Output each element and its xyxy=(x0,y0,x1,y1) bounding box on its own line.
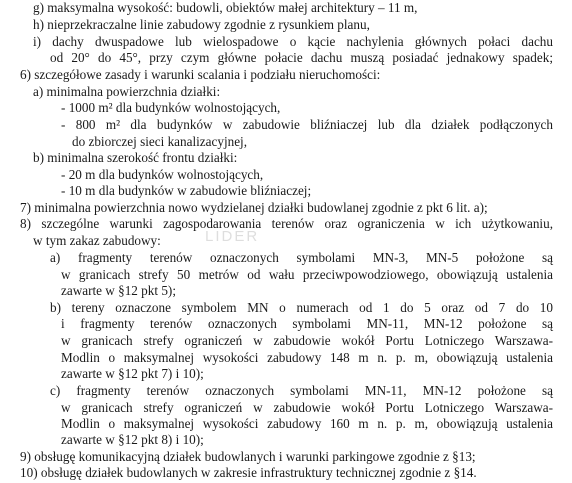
text-line: i) dachy dwuspadowe lub wielospadowe o kącie nachylenia głównych połaci dachu xyxy=(33,34,553,49)
text-line: w tym zakaz zabudowy: xyxy=(33,233,161,248)
text-line: do zbiorczej sieci kanalizacyjnej, xyxy=(72,134,248,149)
list-item-heading: 7) minimalna powierzchnia nowo wydzielanej działki budowlanej zgodnie z pkt 6 lit. a); xyxy=(20,200,488,215)
text-line: w granicach strefy ograniczeń w zabudowie wokół Portu Lotniczego Warszawa- xyxy=(61,400,553,415)
text-line: c) fragmenty terenów oznaczonych symbolami MN-11, MN-12 położone są xyxy=(50,383,553,398)
text-line: zawarte w §12 pkt 5); xyxy=(61,283,176,298)
text-line: a) minimalna powierzchnia działki: xyxy=(33,84,221,99)
text-line: g) maksymalna wysokość: budowli, obiektów małej architektury – 11 m, xyxy=(33,0,418,15)
text-line: b) tereny oznaczone symbolem MN o numerach od 1 do 5 oraz od 7 do 10 xyxy=(50,300,553,315)
list-item-heading: 10) obsługę działek budowlanych w zakresie infrastruktury technicznej zgodnie z §14. xyxy=(20,465,477,480)
list-item-heading: 9) obsługę komunikacyjną działek budowlanych i warunki parkingowe zgodnie z §13; xyxy=(20,449,476,464)
text-line: w granicach strefy ograniczeń w zabudowie wokół Portu Lotniczego Warszawa- xyxy=(61,333,553,348)
text-line: zawarte w §12 pkt 7) i 10); xyxy=(61,366,204,381)
text-line: zawarte w §12 pkt 8) i 10); xyxy=(61,432,204,447)
text-line: - 20 m dla budynków wolnostojących, xyxy=(61,167,264,182)
text-line: - 800 m² dla budynków w zabudowie bliźniaczej lub dla działek podłączonych xyxy=(61,117,553,132)
text-line: a) fragmenty terenów oznaczonych symbolami MN-3, MN-5 położone są xyxy=(50,250,553,265)
text-line: i fragmenty terenów oznaczonych symbolami MN-11, MN-12 położone są xyxy=(61,316,553,331)
text-line: od 20° do 45°, przy czym główne połacie dachu muszą posiadać jednakowy spadek; xyxy=(50,50,553,65)
text-line: Modlin o maksymalnej wysokości zabudowy 160 m n. p. m, obowiązują ustalenia xyxy=(61,416,553,431)
list-item-heading: 6) szczegółowe zasady i warunki scalania i podziału nieruchomości: xyxy=(20,67,381,82)
text-line: b) minimalna szerokość frontu działki: xyxy=(33,150,238,165)
list-item-heading: 8) szczególne warunki zagospodarowania terenów oraz ograniczenia w ich użytkowaniu, xyxy=(20,216,553,231)
text-line: w granicach strefy 50 metrów od wału przeciwpowodziowego, obowiązują ustalenia xyxy=(61,267,553,282)
text-line: - 1000 m² dla budynków wolnostojących, xyxy=(61,100,281,115)
text-line: h) nieprzekraczalne linie zabudowy zgodnie z rysunkiem planu, xyxy=(33,17,370,32)
watermark: LIDER xyxy=(205,228,260,245)
text-line: Modlin o maksymalnej wysokości zabudowy 148 m n. p. m, obowiązują ustalenia xyxy=(61,350,553,365)
text-line: - 10 m dla budynków w zabudowie bliźniaczej; xyxy=(61,183,312,198)
